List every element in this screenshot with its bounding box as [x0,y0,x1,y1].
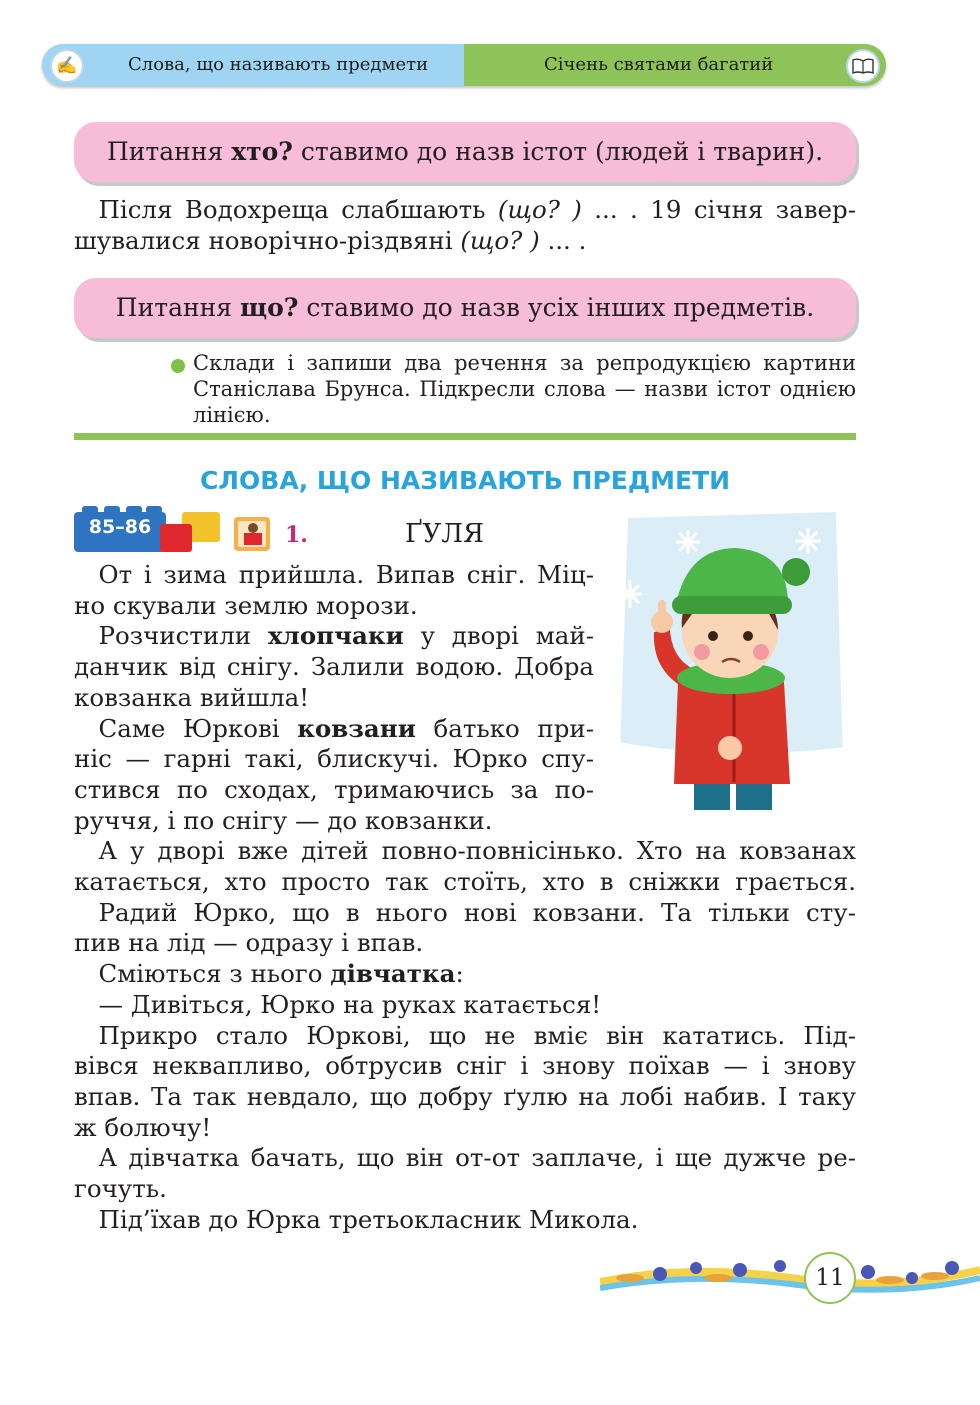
story-line-14: Сміються з нього дівчатка: [98,959,464,989]
rule-what-post: ставимо до назв усіх інших предметів. [298,293,815,322]
story-line-19: ж болючу! [74,1112,212,1142]
task-line-2: Станіслава Брунса. Підкресли слова — назви істот однією [193,377,856,401]
story-line-4: данчик від снігу. Залили водою. Добра [74,652,594,682]
reading-child-icon [232,513,274,553]
header-left-title: Слова, що називають предмети [128,54,429,75]
story-line-9: руччя, і по снігу — до ковзанки. [74,805,493,835]
story-line-22: Під’їхав до Юрка третьокласник Микола. [98,1204,639,1234]
task-line-3: лінією. [193,403,271,427]
rule-who-post: ставимо до назв істот (людей і тварин). [292,137,824,166]
story-line-17: вівся неквапливо, обтрусив сніг і знову поїхав — і знову [74,1051,856,1081]
divider [74,433,856,440]
open-book-icon [846,49,880,83]
rule-what-question: що? [240,293,299,322]
pen-icon: ✍ [50,49,84,83]
exercise-number: 1. [285,522,308,548]
story-line-3: Розчистили хлопчаки у дворі май- [98,621,594,651]
story-title: ҐУЛЯ [405,519,484,549]
page-number: 11 [804,1252,856,1304]
rule-who-question: хто? [231,137,293,166]
page-header [42,44,886,86]
section-title: СЛОВА, ЩО НАЗИВАЮТЬ ПРЕДМЕТИ [199,466,731,495]
rule-box-what [74,278,856,338]
bullet-icon [171,359,185,373]
story-line-11: катається, хто просто так стоїть, хто в сніжки грається. [74,867,856,896]
story-line-10: А у дворі вже дітей повно-повнісінько. Хто на ковзанах [98,836,856,866]
rule-box-who [74,122,856,182]
header-right-title: Січень святами багатий [544,54,774,75]
fill-in-line-1: Після Водохреща слабшають (що? ) ... . 19 січня завер- [98,195,856,224]
story-line-12: Радий Юрко, що в нього нові ковзани. Та тільки сту- [98,897,856,927]
bricks-badge [74,506,224,554]
story-line-13: пив на лід — одразу і впав. [74,928,424,958]
flower-garland-icon [600,1248,980,1298]
fill-in-line-2: шувалися новорічно-різдвяні (що? ) ... . [74,226,587,255]
task-line-1: Склади і запиши два речення за репродукцією картини [193,351,856,375]
story-line-1: От і зима прийшла. Випав сніг. Міц- [98,560,594,589]
rule-who-pre: Питання [106,137,232,166]
rule-what-pre: Питання [115,293,241,322]
story-line-21: гочуть. [74,1174,167,1203]
story-line-20: А дівчатка бачать, що він от-от заплаче, і ще дужче ре- [98,1143,856,1173]
boy-illustration [618,512,844,816]
story-line-18: впав. Та так невдало, що добру ґулю на лобі набив. І таку [74,1081,856,1111]
story-line-6: Саме Юркові ковзани батько при- [98,713,594,743]
story-line-16: Прикро стало Юркові, що не вміє він кататись. Під- [98,1020,856,1050]
pages-badge: 85–86 [88,516,152,538]
story-line-15: — Дивіться, Юрко на руках катається! [98,989,602,1019]
story-line-7: ніс — гарні такі, блискучі. Юрко спу- [74,744,594,774]
story-line-5: ковзанка вийшла! [74,682,310,712]
story-line-8: стився по сходах, тримаючись за по- [74,774,594,804]
red-brick-icon [160,524,192,552]
story-line-2: но скували землю морози. [74,590,418,620]
